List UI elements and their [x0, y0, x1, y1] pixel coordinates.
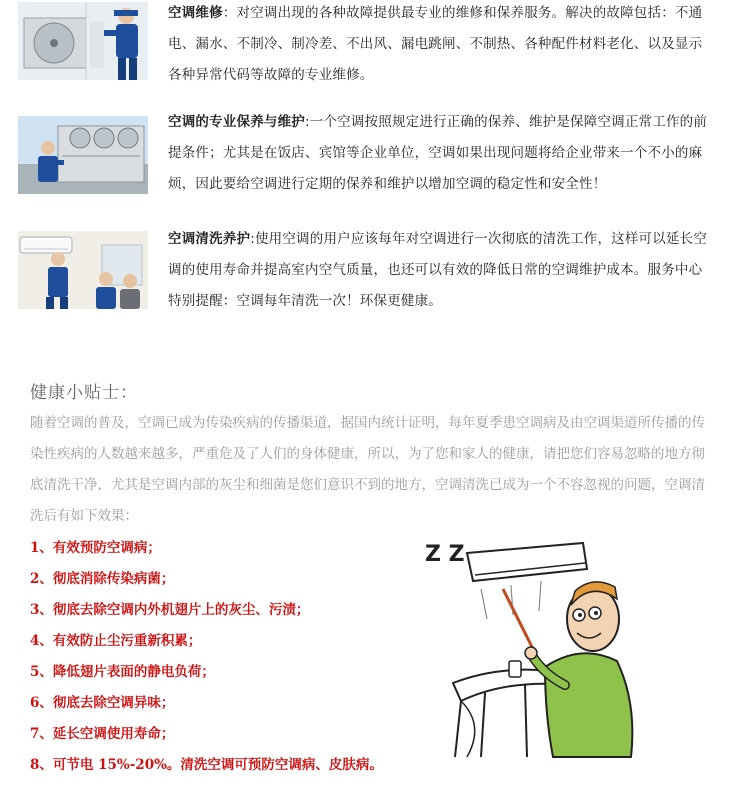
service-cleaning-body: :使用空调的用户应该每年对空调进行一次彻底的清洗工作，这样可以延长空调的使用寿命并提高室内空气质量，也还可以有效的降低日常的空调维护成本。服务中心特别提醒：空调每年清洗一次！环保更健康。 [168, 231, 708, 309]
photo-technician-outdoor-unit [18, 2, 148, 80]
cartoon-zz-text: Z Z [425, 542, 465, 567]
benefit-item: 7、延长空调使用寿命； [30, 726, 175, 742]
tips-body: 随着空调的普及，空调已成为传染疾病的传播渠道，据国内统计证明，每年夏季患空调病及由空调渠道所传播的传染性疾病的人数越来越多，严重危及了人们的身体健康，所以，为了您和家人的健康，请把您们容易忽略的地方彻底清洗干净，尤其是空调内部的灰尘和细菌是您们意识不到的地方，空调清洗已成为一个不容忽视的问题，空调清洗后有如下效果： [30, 415, 705, 524]
service-repair-title: 空调维修 [168, 5, 223, 21]
benefit-item: 1、有效预防空调病； [30, 540, 161, 556]
benefit-item: 6、彻底去除空调异味； [30, 695, 175, 711]
service-maintenance-text [168, 107, 713, 200]
benefit-item: 2、彻底消除传染病菌； [30, 571, 175, 587]
benefits-list [30, 533, 383, 781]
service-cleaning-text [168, 224, 713, 317]
photo-technician-chillers [18, 116, 148, 194]
service-maintenance-title: 空调的专业保养与维护 [168, 114, 305, 130]
benefit-item: 5、降低翅片表面的静电负荷； [30, 664, 215, 680]
benefit-item: 4、有效防止尘污重新积累； [30, 633, 202, 649]
photo-technicians-indoor-unit [18, 231, 148, 309]
service-cleaning-title: 空调清洗养护 [168, 231, 251, 247]
tips-title: 健康小贴士： [30, 383, 138, 403]
service-repair-body: ：对空调出现的各种故障提供最专业的维修和保养服务。解决的故障包括：不通电、漏水、不制冷、制冷差、不出风、漏电跳闸、不制热、各种配件材料老化、以及显示各种异常代码等故障的专业维修。 [168, 5, 703, 83]
service-repair-text [168, 0, 713, 91]
cartoon-man-air-conditioner [395, 535, 650, 765]
benefit-item: 8、可节电 15%-20%。清洗空调可预防空调病、皮肤病。 [30, 757, 383, 773]
benefit-item: 3、彻底去除空调内外机翅片上的灰尘、污渍； [30, 602, 310, 618]
service-maintenance-body: :一个空调按照规定进行正确的保养、维护是保障空调正常工作的前提条件；尤其是在饭店、宾馆等企业单位，空调如果出现问题将给企业带来一个不小的麻烦，因此要给空调进行定期的保养和维护以增加空调的稳定性和安全性！ [168, 114, 708, 192]
